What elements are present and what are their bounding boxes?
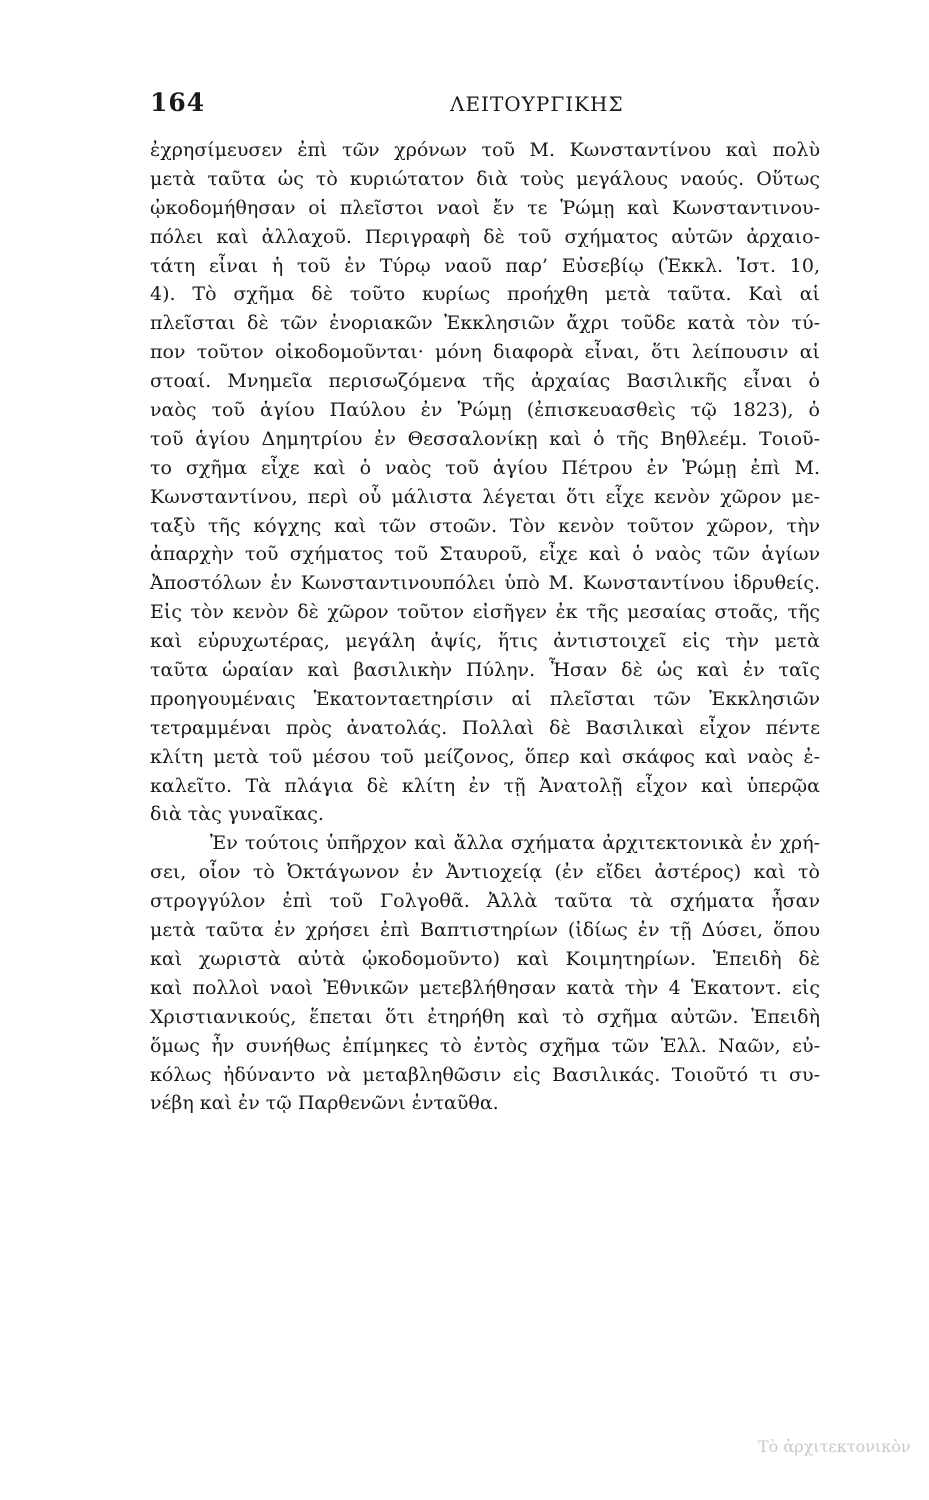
text-line: κλίτη μετὰ τοῦ μέσου τοῦ μείζονος, ὅπερ καὶ σκάφος καὶ ναὸς ἐ- <box>150 745 820 768</box>
text-line: καὶ πολλοὶ ναοὶ Ἐθνικῶν μετεβλήθησαν κατὰ τὴν 4 Ἑκατοντ. εἰς <box>150 976 820 999</box>
body-text <box>150 136 820 1118</box>
text-line: ἀπαρχὴν τοῦ σχήματος τοῦ Σταυροῦ, εἶχε καὶ ὁ ναὸς τῶν ἁγίων <box>150 543 820 566</box>
text-line: πον τοῦτον οἰκοδομοῦνται· μόνη διαφορὰ εἶναι, ὅτι λείπουσιν αἱ <box>150 341 820 364</box>
text-line: πλεῖσται δὲ τῶν ἐνοριακῶν Ἐκκλησιῶν ἄχρι τοῦδε κατὰ τὸν τύ- <box>150 312 820 335</box>
text-line: Εἰς τὸν κενὸν δὲ χῶρον τοῦτον εἰσῆγεν ἐκ τῆς μεσαίας στοᾶς, τῆς <box>150 601 820 624</box>
text-line: στρογγύλον ἐπὶ τοῦ Γολγοθᾶ. Ἀλλὰ ταῦτα τὰ σχήματα ἦσαν <box>150 890 820 913</box>
text-line: τετραμμέναι πρὸς ἀνατολάς. Πολλαὶ δὲ Βασιλικαὶ εἶχον πέντε <box>150 716 820 739</box>
text-line: καλεῖτο. Τὰ πλάγια δὲ κλίτη ἐν τῇ Ἀνατολῇ εἶχον καὶ ὑπερῷα <box>150 774 820 797</box>
text-line: καὶ χωριστὰ αὐτὰ ᾠκοδομοῦντο) καὶ Κοιμητηρίων. Ἐπειδὴ δὲ <box>150 947 820 970</box>
text-line: ταῦτα ὡραίαν καὶ βασιλικὴν Πύλην. Ἦσαν δὲ ὡς καὶ ἐν ταῖς <box>150 659 820 682</box>
text-line: ταξὺ τῆς κόγχης καὶ τῶν στοῶν. Τὸν κενὸν τοῦτον χῶρον, τὴν <box>150 514 820 537</box>
paragraph-2 <box>150 829 820 1118</box>
text-line: προηγουμέναις Ἑκατονταετηρίσιν αἱ πλεῖσται τῶν Ἐκκλησιῶν <box>150 687 820 710</box>
text-line: Ἀποστόλων ἐν Κωνσταντινουπόλει ὑπὸ Μ. Κωνσταντίνου ἱδρυθείς. <box>150 572 820 595</box>
text-line: το σχῆμα εἶχε καὶ ὁ ναὸς τοῦ ἁγίου Πέτρου ἐν Ῥώμῃ ἐπὶ Μ. <box>150 456 820 479</box>
running-head: ΛΕΙΤΟΥΡΓΙΚΗΣ <box>450 92 624 116</box>
text-line: Χριστιανικούς, ἕπεται ὅτι ἐτηρήθη καὶ τὸ σχῆμα αὐτῶν. Ἐπειδὴ <box>150 1005 820 1028</box>
text-line: τάτη εἶναι ἡ τοῦ ἐν Τύρῳ ναοῦ παρ’ Εὐσεβίῳ (Ἐκκλ. Ἱστ. 10, <box>150 254 820 277</box>
text-line: μετὰ ταῦτα ἐν χρήσει ἐπὶ Βαπτιστηρίων (ἰδίως ἐν τῇ Δύσει, ὅπου <box>150 919 820 942</box>
text-line: 4). Τὸ σχῆμα δὲ τοῦτο κυρίως προήχθη μετὰ ταῦτα. Καὶ αἱ <box>150 283 820 306</box>
text-line: στοαί. Μνημεῖα περισωζόμενα τῆς ἀρχαίας Βασιλικῆς εἶναι ὁ <box>150 370 820 393</box>
page-header <box>150 88 810 124</box>
text-line: καὶ εὐρυχωτέρας, μεγάλη ἀψίς, ἥτις ἀντιστοιχεῖ εἰς τὴν μετὰ <box>150 630 820 653</box>
text-line: Κωνσταντίνου, περὶ οὗ μάλιστα λέγεται ὅτι εἶχε κενὸν χῶρον με- <box>150 485 820 508</box>
text-line: διὰ τὰς γυναῖκας. <box>150 803 324 826</box>
text-line: ᾠκοδομήθησαν οἱ πλεῖστοι ναοὶ ἔν τε Ῥώμῃ καὶ Κωνσταντινου- <box>150 196 820 219</box>
text-line: σει, οἷον τὸ Ὀκτάγωνον ἐν Ἀντιοχείᾳ (ἐν εἴδει ἀστέρος) καὶ τὸ <box>150 861 820 884</box>
text-line: πόλει καὶ ἀλλαχοῦ. Περιγραφὴ δὲ τοῦ σχήματος αὐτῶν ἀρχαιο- <box>150 225 820 248</box>
text-line: ἐχρησίμευσεν ἐπὶ τῶν χρόνων τοῦ Μ. Κωνσταντίνου καὶ πολὺ <box>150 139 820 161</box>
text-line: ναὸς τοῦ ἁγίου Παύλου ἐν Ῥώμῃ (ἐπισκευασθεὶς τῷ 1823), ὁ <box>150 399 820 422</box>
text-line: νέβη καὶ ἐν τῷ Παρθενῶνι ἐνταῦθα. <box>150 1092 499 1115</box>
text-line: Ἐν τούτοις ὑπῆρχον καὶ ἄλλα σχήματα ἀρχιτεκτονικὰ ἐν χρή- <box>210 832 820 855</box>
bleed-through-text: Τὸ ἀρχιτεκτονικὸν <box>758 1437 911 1456</box>
text-line: κόλως ἠδύναντο νὰ μεταβληθῶσιν εἰς Βασιλικάς. Τοιοῦτό τι συ- <box>150 1063 820 1086</box>
text-line: μετὰ ταῦτα ὡς τὸ κυριώτατον διὰ τοὺς μεγάλους ναούς. Οὕτως <box>150 167 820 190</box>
text-line: ὅμως ἦν συνήθως ἐπίμηκες τὸ ἐντὸς σχῆμα τῶν Ἑλλ. Ναῶν, εὐ- <box>150 1034 820 1057</box>
paragraph-1 <box>150 136 820 829</box>
page-number: 164 <box>150 88 206 117</box>
text-line: τοῦ ἁγίου Δημητρίου ἐν Θεσσαλονίκῃ καὶ ὁ τῆς Βηθλεέμ. Τοιοῦ- <box>150 427 820 450</box>
